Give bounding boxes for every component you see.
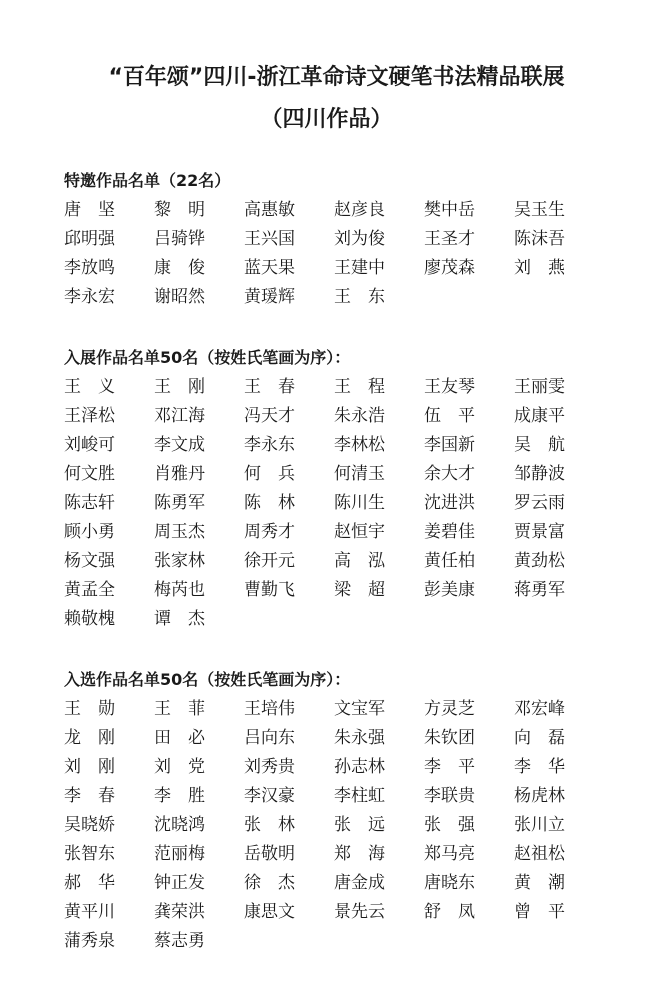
name-entry: 郝 华 bbox=[64, 873, 115, 893]
name-entry: 张智东 bbox=[64, 844, 115, 864]
name-entry: 蒋勇军 bbox=[514, 580, 565, 600]
name-entry: 黄劲松 bbox=[514, 551, 565, 571]
name-entry: 李汉豪 bbox=[244, 786, 295, 806]
name-entry: 沈进洪 bbox=[424, 493, 475, 513]
name-entry: 邹静波 bbox=[514, 464, 565, 484]
name-entry: 李 平 bbox=[424, 757, 475, 777]
name-entry: 何清玉 bbox=[334, 464, 385, 484]
name-entry: 张 强 bbox=[424, 815, 475, 835]
name-entry: 梅芮也 bbox=[154, 580, 205, 600]
name-entry: 龚荣洪 bbox=[154, 902, 205, 922]
name-entry: 王 菲 bbox=[154, 699, 205, 719]
name-entry: 唐金成 bbox=[334, 873, 385, 893]
name-entry: 郑 海 bbox=[334, 844, 385, 864]
name-entry: 王 义 bbox=[64, 377, 115, 397]
name-entry: 唐 坚 bbox=[64, 200, 115, 220]
name-entry: 吴 航 bbox=[514, 435, 565, 455]
name-entry: 顾小勇 bbox=[64, 522, 115, 542]
name-entry: 李柱虹 bbox=[334, 786, 385, 806]
name-entry: 赵彦良 bbox=[334, 200, 385, 220]
name-entry: 廖茂森 bbox=[424, 258, 475, 278]
name-entry: 余大才 bbox=[424, 464, 475, 484]
name-entry: 罗云雨 bbox=[514, 493, 565, 513]
name-entry: 谭 杰 bbox=[154, 609, 205, 629]
name-entry: 李放鸣 bbox=[64, 258, 115, 278]
name-entry: 黄 潮 bbox=[514, 873, 565, 893]
name-entry: 王兴国 bbox=[244, 229, 295, 249]
name-entry: 刘秀贵 bbox=[244, 757, 295, 777]
section-selected bbox=[64, 669, 604, 959]
name-entry: 黄孟全 bbox=[64, 580, 115, 600]
name-entry: 蓝天果 bbox=[244, 258, 295, 278]
name-entry: 李永宏 bbox=[64, 287, 115, 307]
section-heading: 入选作品名单50名（按姓氏笔画为序）： bbox=[64, 670, 351, 689]
name-entry: 李联贵 bbox=[424, 786, 475, 806]
name-entry: 赖敬槐 bbox=[64, 609, 115, 629]
name-entry: 康思文 bbox=[244, 902, 295, 922]
name-entry: 王 春 bbox=[244, 377, 295, 397]
document-subtitle: （四川作品） bbox=[260, 107, 393, 132]
name-entry: 陈川生 bbox=[334, 493, 385, 513]
name-entry: 何文胜 bbox=[64, 464, 115, 484]
name-entry: 方灵芝 bbox=[424, 699, 475, 719]
name-entry: 陈志轩 bbox=[64, 493, 115, 513]
name-entry: 钟正发 bbox=[154, 873, 205, 893]
name-entry: 杨文强 bbox=[64, 551, 115, 571]
document-title: “百年颂”四川-浙江革命诗文硬笔书法精品联展 bbox=[108, 65, 565, 90]
name-entry: 唐晓东 bbox=[424, 873, 475, 893]
name-entry: 周秀才 bbox=[244, 522, 295, 542]
name-entry: 黄平川 bbox=[64, 902, 115, 922]
name-entry: 蔡志勇 bbox=[154, 931, 205, 951]
name-entry: 刘为俊 bbox=[334, 229, 385, 249]
name-entry: 刘 党 bbox=[154, 757, 205, 777]
name-entry: 朱永强 bbox=[334, 728, 385, 748]
name-entry: 赵恒宇 bbox=[334, 522, 385, 542]
name-entry: 曾 平 bbox=[514, 902, 565, 922]
name-entry: 张川立 bbox=[514, 815, 565, 835]
name-entry: 陈沫吾 bbox=[514, 229, 565, 249]
section-exhibited bbox=[64, 347, 604, 637]
name-entry: 郑马亮 bbox=[424, 844, 475, 864]
name-entry: 景先云 bbox=[334, 902, 385, 922]
name-entry: 李 华 bbox=[514, 757, 565, 777]
name-entry: 朱永浩 bbox=[334, 406, 385, 426]
section-heading: 入展作品名单50名（按姓氏笔画为序）： bbox=[64, 348, 351, 367]
name-entry: 王 勋 bbox=[64, 699, 115, 719]
name-entry: 李国新 bbox=[424, 435, 475, 455]
name-entry: 蒲秀泉 bbox=[64, 931, 115, 951]
name-entry: 刘峻可 bbox=[64, 435, 115, 455]
name-entry: 徐 杰 bbox=[244, 873, 295, 893]
name-entry: 刘 刚 bbox=[64, 757, 115, 777]
name-entry: 向 磊 bbox=[514, 728, 565, 748]
name-entry: 王友琴 bbox=[424, 377, 475, 397]
name-entry: 王泽松 bbox=[64, 406, 115, 426]
name-entry: 吕骑铧 bbox=[154, 229, 205, 249]
name-entry: 吴玉生 bbox=[514, 200, 565, 220]
name-entry: 陈勇军 bbox=[154, 493, 205, 513]
name-entry: 张家林 bbox=[154, 551, 205, 571]
name-grid bbox=[64, 698, 604, 959]
name-entry: 姜碧佳 bbox=[424, 522, 475, 542]
name-entry: 张 林 bbox=[244, 815, 295, 835]
name-entry: 樊中岳 bbox=[424, 200, 475, 220]
name-entry: 吴晓娇 bbox=[64, 815, 115, 835]
name-entry: 陈 林 bbox=[244, 493, 295, 513]
name-entry: 冯天才 bbox=[244, 406, 295, 426]
name-entry: 黎 明 bbox=[154, 200, 205, 220]
name-entry: 孙志林 bbox=[334, 757, 385, 777]
name-entry: 吕向东 bbox=[244, 728, 295, 748]
name-entry: 刘 燕 bbox=[514, 258, 565, 278]
name-entry: 成康平 bbox=[514, 406, 565, 426]
name-entry: 高惠敏 bbox=[244, 200, 295, 220]
name-entry: 岳敬明 bbox=[244, 844, 295, 864]
name-entry: 王培伟 bbox=[244, 699, 295, 719]
name-entry: 谢昭然 bbox=[154, 287, 205, 307]
name-entry: 肖雅丹 bbox=[154, 464, 205, 484]
name-entry: 田 必 bbox=[154, 728, 205, 748]
name-entry: 王 程 bbox=[334, 377, 385, 397]
name-entry: 黄瑗辉 bbox=[244, 287, 295, 307]
name-entry: 李永东 bbox=[244, 435, 295, 455]
name-entry: 高 泓 bbox=[334, 551, 385, 571]
name-entry: 王 刚 bbox=[154, 377, 205, 397]
name-grid bbox=[64, 199, 604, 315]
name-entry: 舒 凤 bbox=[424, 902, 475, 922]
name-entry: 邱明强 bbox=[64, 229, 115, 249]
name-entry: 朱钦团 bbox=[424, 728, 475, 748]
name-entry: 王建中 bbox=[334, 258, 385, 278]
name-entry: 曹勤飞 bbox=[244, 580, 295, 600]
name-grid bbox=[64, 376, 604, 637]
section-heading: 特邀作品名单（22名） bbox=[64, 171, 231, 190]
section-invited bbox=[64, 170, 604, 315]
name-entry: 李文成 bbox=[154, 435, 205, 455]
name-entry: 伍 平 bbox=[424, 406, 475, 426]
name-entry: 周玉杰 bbox=[154, 522, 205, 542]
name-entry: 彭美康 bbox=[424, 580, 475, 600]
name-entry: 邓江海 bbox=[154, 406, 205, 426]
name-entry: 沈晓鸿 bbox=[154, 815, 205, 835]
name-entry: 王 东 bbox=[334, 287, 385, 307]
name-entry: 黄任柏 bbox=[424, 551, 475, 571]
name-entry: 邓宏峰 bbox=[514, 699, 565, 719]
name-entry: 王圣才 bbox=[424, 229, 475, 249]
name-entry: 徐开元 bbox=[244, 551, 295, 571]
name-entry: 贾景富 bbox=[514, 522, 565, 542]
name-entry: 龙 刚 bbox=[64, 728, 115, 748]
name-entry: 康 俊 bbox=[154, 258, 205, 278]
name-entry: 王丽雯 bbox=[514, 377, 565, 397]
name-entry: 梁 超 bbox=[334, 580, 385, 600]
name-entry: 何 兵 bbox=[244, 464, 295, 484]
name-entry: 赵祖松 bbox=[514, 844, 565, 864]
name-entry: 李 春 bbox=[64, 786, 115, 806]
name-entry: 文宝军 bbox=[334, 699, 385, 719]
name-entry: 杨虎林 bbox=[514, 786, 565, 806]
name-entry: 张 远 bbox=[334, 815, 385, 835]
name-entry: 李林松 bbox=[334, 435, 385, 455]
name-entry: 李 胜 bbox=[154, 786, 205, 806]
name-entry: 范丽梅 bbox=[154, 844, 205, 864]
